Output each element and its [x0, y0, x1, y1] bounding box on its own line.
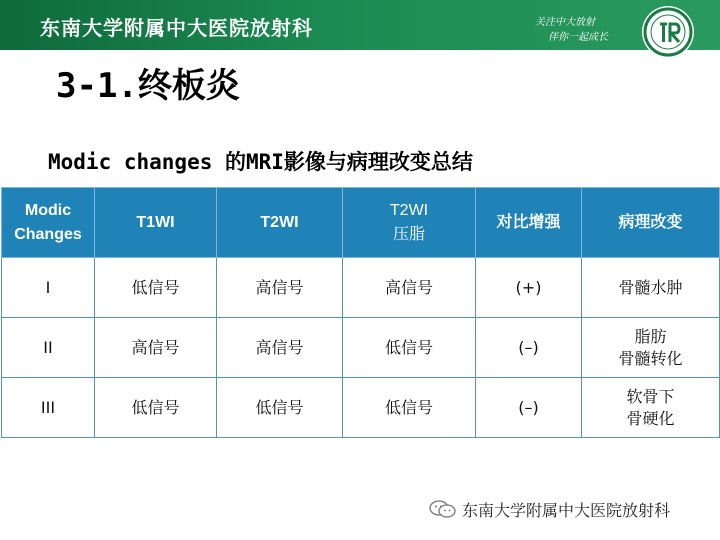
- pathology-line: 脂肪: [634, 326, 667, 346]
- table-cell: 低信号: [343, 378, 476, 438]
- table-cell: 高信号: [343, 258, 476, 318]
- table-row: [2, 378, 720, 438]
- header-slogan-line1: 关注中大放射: [535, 17, 595, 28]
- table-header-row: [2, 188, 720, 258]
- table-row: [2, 258, 720, 318]
- column-header: [2, 188, 95, 258]
- table-cell: 高信号: [95, 318, 217, 378]
- pathology-line: 软骨下: [626, 386, 675, 406]
- pathology-line: 骨髓水肿: [618, 277, 683, 297]
- table-cell: 低信号: [95, 258, 217, 318]
- pathology-line: 骨髓转化: [618, 348, 683, 368]
- table-cell: 低信号: [217, 378, 343, 438]
- header-line: 对比增强: [496, 213, 561, 231]
- column-header: [582, 188, 720, 258]
- table-cell: [582, 258, 720, 318]
- header-line: T2WI: [260, 213, 299, 231]
- header-slogan-line2: 伴你一起成长: [548, 32, 608, 43]
- column-header: [217, 188, 343, 258]
- footer-text: 东南大学附属中大医院放射科: [462, 501, 671, 520]
- header-line: Modic: [24, 201, 72, 219]
- table-row: [2, 318, 720, 378]
- hospital-logo-icon: [640, 4, 696, 60]
- column-header: [95, 188, 217, 258]
- footer-watermark: [428, 498, 718, 520]
- header-line: 病理改变: [618, 213, 683, 231]
- table-cell: [582, 318, 720, 378]
- table-cell: I: [2, 258, 95, 318]
- table-cell: 低信号: [343, 318, 476, 378]
- table-cell: III: [2, 378, 95, 438]
- table-cell: 高信号: [217, 258, 343, 318]
- pathology-line: 骨硬化: [626, 408, 675, 428]
- slide-title: 3-1.终板炎: [56, 66, 240, 106]
- table-cell: (–): [476, 318, 582, 378]
- wechat-icon: [428, 499, 458, 519]
- table-cell: II: [2, 318, 95, 378]
- header-title: 东南大学附属中大医院放射科: [40, 16, 313, 40]
- table-cell: 低信号: [95, 378, 217, 438]
- header-line: T2WI: [389, 201, 429, 219]
- header-line: T1WI: [136, 213, 175, 231]
- header-line: 压脂: [392, 225, 425, 243]
- table-cell: (–): [476, 378, 582, 438]
- column-header: [476, 188, 582, 258]
- table-cell: 高信号: [217, 318, 343, 378]
- table-cell: (+): [476, 258, 582, 318]
- header-line: Changes: [14, 225, 82, 243]
- table-cell: [582, 378, 720, 438]
- slide-subtitle: Modic changes 的MRI影像与病理改变总结: [48, 150, 473, 174]
- header-banner: [0, 0, 720, 50]
- column-header: [343, 188, 476, 258]
- modic-summary-table: [1, 187, 719, 438]
